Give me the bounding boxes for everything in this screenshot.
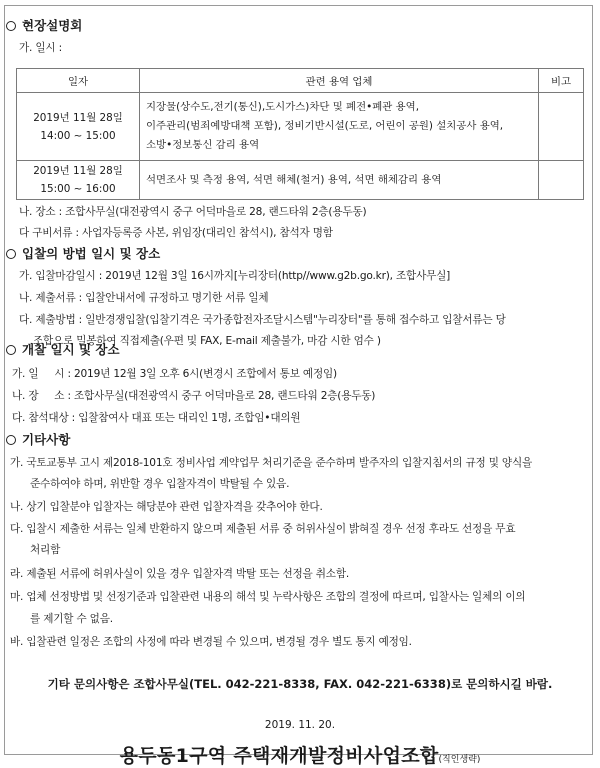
heading-text: 현장설명회 (22, 18, 83, 33)
briefing-date-label: 가. 일시 : (19, 42, 62, 54)
circle-bullet-icon (6, 345, 16, 355)
services-cell (140, 161, 539, 200)
bidding-method-line1: 다. 제출방법 : 일반경쟁입찰(입찰기격은 국가종합전자조달시스템"누리장터"를 통해 접수하고 입찰서류는 당 (19, 314, 506, 326)
organization-signature (0, 741, 600, 768)
opening-attendees: 다. 참석대상 : 입찰참여사 대표 또는 대리인 1명, 조합임•대의원 (12, 412, 301, 424)
other-item-ma-line2: 를 제기할 수 없음. (30, 613, 113, 625)
section-heading-briefing (6, 16, 82, 34)
table-header-row (17, 69, 584, 93)
other-item-da-line2: 처리함 (30, 544, 61, 556)
other-item-ma-line1: 마. 업체 선정방법 및 선정기준과 입찰관련 내용의 해석 및 누락사항은 조합의 결정에 따르며, 입찰사는 일체의 이의 (10, 591, 526, 603)
briefing-place: 나. 장소 : 조합사무실(대전광역시 중구 어덕마을로 28, 랜드타워 2층(용두동) (19, 206, 367, 218)
other-item-da-line1: 다. 입찰시 제출한 서류는 일체 반환하지 않으며 제출된 서류 중 허위사실이 밝혀질 경우 선정 후라도 선정을 무효 (10, 523, 516, 535)
bidding-method-line2: 조합으로 밀봉하여 직접제출(우편 및 FAX, E-mail 제출불가, 마감 시한 엄수 ) (33, 335, 381, 347)
section-heading-bidding (6, 244, 160, 262)
briefing-documents: 다 구비서류 : 사업자등록증 사본, 위임장(대리인 참석시), 참석자 명함 (19, 227, 333, 239)
organization-name: 용두동1구역 주택재개발정비사업조합 (119, 745, 439, 767)
note-cell (539, 161, 584, 200)
time-text: 14:00 ~ 15:00 (40, 129, 116, 142)
heading-text: 기타사항 (22, 432, 71, 447)
circle-bullet-icon (6, 435, 16, 445)
heading-text: 개찰 일시 및 장소 (22, 342, 120, 357)
col-header-note: 비고 (539, 69, 584, 93)
service-line: 소방•정보통신 감리 용역 (146, 139, 260, 151)
table-row (17, 93, 584, 161)
service-line: 이주관리(범죄예방대책 포함), 정비기반시설(도로, 어린이 공원) 설치공사 용역, (146, 120, 504, 132)
col-header-services: 관련 용역 업체 (140, 69, 539, 93)
other-item-na: 나. 상기 입찰분야 입찰자는 해당분야 관련 입찰자격을 갖추어야 한다. (10, 501, 323, 513)
time-text: 15:00 ~ 16:00 (40, 183, 116, 195)
seal-note: (직인생략) (438, 755, 481, 765)
note-cell (539, 93, 584, 161)
other-item-ga-line1: 가. 국토교통부 고시 제2018-101호 정비사업 계약업무 처리기준을 준수하며 발주자의 입찰지침서의 규정 및 양식을 (10, 457, 533, 469)
other-item-ba: 바. 입찰관련 일정은 조합의 사정에 따라 변경될 수 있으며, 변경될 경우 별도 통지 예정임. (10, 636, 412, 648)
table-row (17, 161, 584, 200)
circle-bullet-icon (6, 21, 16, 31)
other-item-ra: 라. 제출된 서류에 허위사실이 있을 경우 입찰자격 박탈 또는 선정을 취소함. (10, 568, 350, 580)
other-item-ga-line2: 준수하여야 하며, 위반할 경우 입찰자격이 박탈될 수 있음. (30, 478, 290, 490)
date-text: 2019년 11월 28일 (33, 165, 123, 177)
service-line: 석면조사 및 측정 용역, 석면 해체(철거) 용역, 석면 해체감리 용역 (146, 173, 442, 186)
heading-text: 입찰의 방법 일시 및 장소 (22, 246, 161, 261)
contact-info: 기타 문의사항은 조합사무실(TEL. 042-221-8338, FAX. 042-221-6338)로 문의하시길 바람. (47, 677, 553, 691)
date-text: 2019년 11월 28일 (33, 111, 123, 124)
issue-date: 2019. 11. 20. (264, 719, 336, 731)
section-heading-other (6, 430, 70, 448)
date-cell (17, 161, 140, 200)
circle-bullet-icon (6, 249, 16, 259)
bidding-documents: 나. 제출서류 : 입찰안내서에 규정하고 명기한 서류 일체 (19, 292, 269, 304)
bidding-deadline: 가. 입찰마감일시 : 2019년 12월 3일 16시까지[누리장터(http//www.g2b.go.kr), 조합사무실] (19, 270, 451, 282)
briefing-schedule-table (16, 68, 584, 200)
service-line: 지장물(상수도,전기(통신),도시가스)차단 및 폐전•폐관 용역, (146, 101, 420, 113)
section-heading-opening (6, 340, 120, 358)
opening-place: 나. 장 소 : 조합사무실(대전광역시 중구 어덕마을로 28, 랜드타워 2층(용두동) (12, 390, 376, 402)
opening-datetime: 가. 일 시 : 2019년 12월 3일 오후 6시(변경시 조합에서 통보 예정임) (12, 368, 337, 380)
services-cell (140, 93, 539, 161)
date-cell (17, 93, 140, 161)
col-header-date: 일자 (17, 69, 140, 93)
